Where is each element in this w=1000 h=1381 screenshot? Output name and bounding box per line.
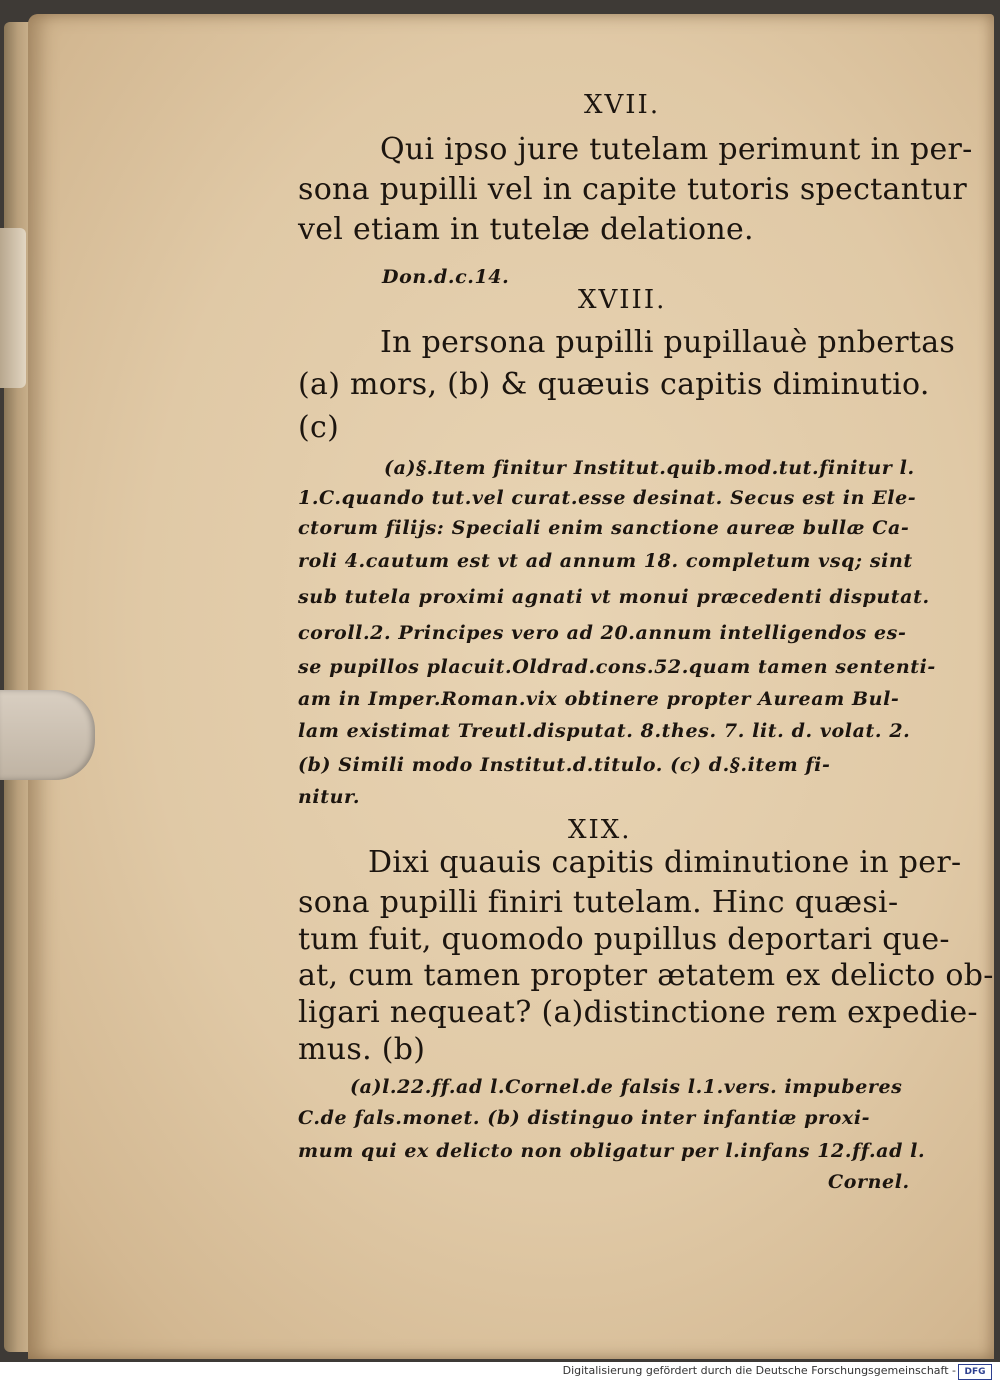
section-heading-17: XVII.	[584, 90, 661, 120]
page-clip	[0, 690, 95, 780]
footnote-line: (b) Simili modo Institut.d.titulo. (c) d.§.item fi-	[298, 754, 831, 776]
footnote-line: sub tutela proximi agnati vt monui præcedenti disputat.	[298, 586, 930, 608]
body-line: Dixi quauis capitis diminutione in per-	[368, 845, 962, 880]
section-heading-19: XIX.	[568, 815, 632, 845]
footnote-line: se pupillos placuit.Oldrad.cons.52.quam tamen sententi-	[298, 656, 936, 678]
body-line: mus. (b)	[298, 1032, 426, 1067]
body-line: ligari nequeat? (a)distinctione rem expedie-	[298, 995, 978, 1030]
body-line: tum fuit, quomodo pupillus deportari que-	[298, 922, 950, 957]
footnote-line: 1.C.quando tut.vel curat.esse desinat. Secus est in Ele-	[298, 487, 917, 509]
footnote-line: roli 4.cautum est vt ad annum 18. completum vsq; sint	[298, 550, 913, 572]
funding-notice: Digitalisierung gefördert durch die Deutsche Forschungsgemeinschaft -	[562, 1364, 956, 1377]
footnote-line: Cornel.	[828, 1171, 910, 1193]
footnote-line: ctorum filijs: Speciali enim sanctione aureæ bullæ Ca-	[298, 517, 910, 539]
footnote-line: (a)l.22.ff.ad l.Cornel.de falsis l.1.vers. impuberes	[350, 1076, 903, 1098]
section-heading-18: XVIII.	[578, 285, 667, 315]
footnote-line: mum qui ex delicto non obligatur per l.infans 12.ff.ad l.	[298, 1140, 926, 1162]
dfg-logo: DFG	[958, 1364, 992, 1380]
body-line: sona pupilli vel in capite tutoris spectantur	[298, 172, 967, 207]
footnote-line: am in Imper.Roman.vix obtinere propter Auream Bul-	[298, 688, 900, 710]
citation: Don.d.c.14.	[382, 266, 510, 288]
body-line: sona pupilli finiri tutelam. Hinc quæsi-	[298, 885, 899, 920]
page-tab	[0, 228, 26, 388]
body-line: (c)	[298, 410, 340, 445]
footer-bar	[0, 1362, 1000, 1381]
footnote-line: (a)§.Item finitur Institut.quib.mod.tut.finitur l.	[384, 457, 915, 479]
body-line: at, cum tamen propter ætatem ex delicto ob-	[298, 958, 994, 993]
footnote-line: nitur.	[298, 786, 361, 808]
footnote-line: C.de fals.monet. (b) distinguo inter infantiæ proxi-	[298, 1107, 871, 1129]
footnote-line: coroll.2. Principes vero ad 20.annum intelligendos es-	[298, 622, 907, 644]
body-line: Qui ipso jure tutelam perimunt in per-	[380, 132, 973, 167]
body-line: vel etiam in tutelæ delatione.	[298, 212, 754, 247]
footnote-line: lam existimat Treutl.disputat. 8.thes. 7. lit. d. volat. 2.	[298, 720, 911, 742]
body-line: In persona pupilli pupillauè pnbertas	[380, 325, 956, 360]
body-line: (a) mors, (b) & quæuis capitis diminutio.	[298, 367, 930, 402]
